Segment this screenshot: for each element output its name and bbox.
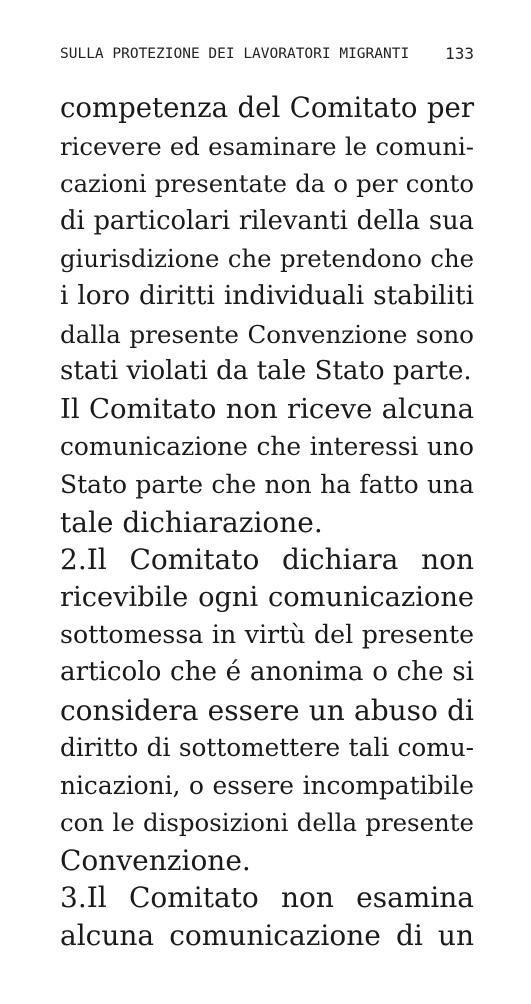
text-line: tale dichiarazione. bbox=[60, 505, 323, 539]
text-line: con le disposizioni della presente bbox=[60, 808, 474, 838]
text-line: nicazioni, o essere incompatibile bbox=[60, 770, 474, 800]
text-line: 3.Il Comitato non esamina bbox=[60, 881, 474, 915]
text-line: ricevibile ogni comunicazione bbox=[60, 581, 474, 613]
page-number: 133 bbox=[445, 44, 474, 63]
text-line: i loro diritti individuali stabiliti bbox=[60, 280, 474, 311]
text-line: dalla presente Convenzione sono bbox=[60, 319, 474, 349]
text-line: Convenzione. bbox=[60, 843, 251, 877]
text-line: competenza del Comitato per bbox=[60, 92, 474, 124]
text-line: sottomessa in virtù del presente bbox=[60, 620, 474, 650]
body-text bbox=[60, 90, 474, 955]
text-line: articolo che é anonima o che si bbox=[60, 656, 474, 687]
text-line: Il Comitato non riceve alcuna bbox=[60, 392, 474, 425]
text-line: alcuna comunicazione di un bbox=[60, 919, 474, 953]
running-header bbox=[60, 42, 474, 66]
text-line: stati violati da tale Stato parte. bbox=[60, 356, 472, 387]
text-line: ricevere ed esaminare le comuni- bbox=[60, 131, 474, 161]
text-line: di particolari rilevanti della sua bbox=[60, 205, 474, 236]
text-line: 2.Il Comitato dichiara non bbox=[60, 543, 474, 577]
text-line: diritto di sottomettere tali comu- bbox=[60, 733, 474, 763]
text-line: cazioni presentate da o per conto bbox=[60, 169, 474, 199]
text-line: considera essere un abuso di bbox=[60, 693, 474, 727]
text-line: Stato parte che non ha fatto una bbox=[60, 469, 474, 499]
running-header-title: SULLA PROTEZIONE DEI LAVORATORI MIGRANTI bbox=[60, 46, 410, 62]
text-line: giurisdizione che pretendono che bbox=[60, 244, 474, 274]
text-line: comunicazione che interessi uno bbox=[60, 432, 474, 462]
